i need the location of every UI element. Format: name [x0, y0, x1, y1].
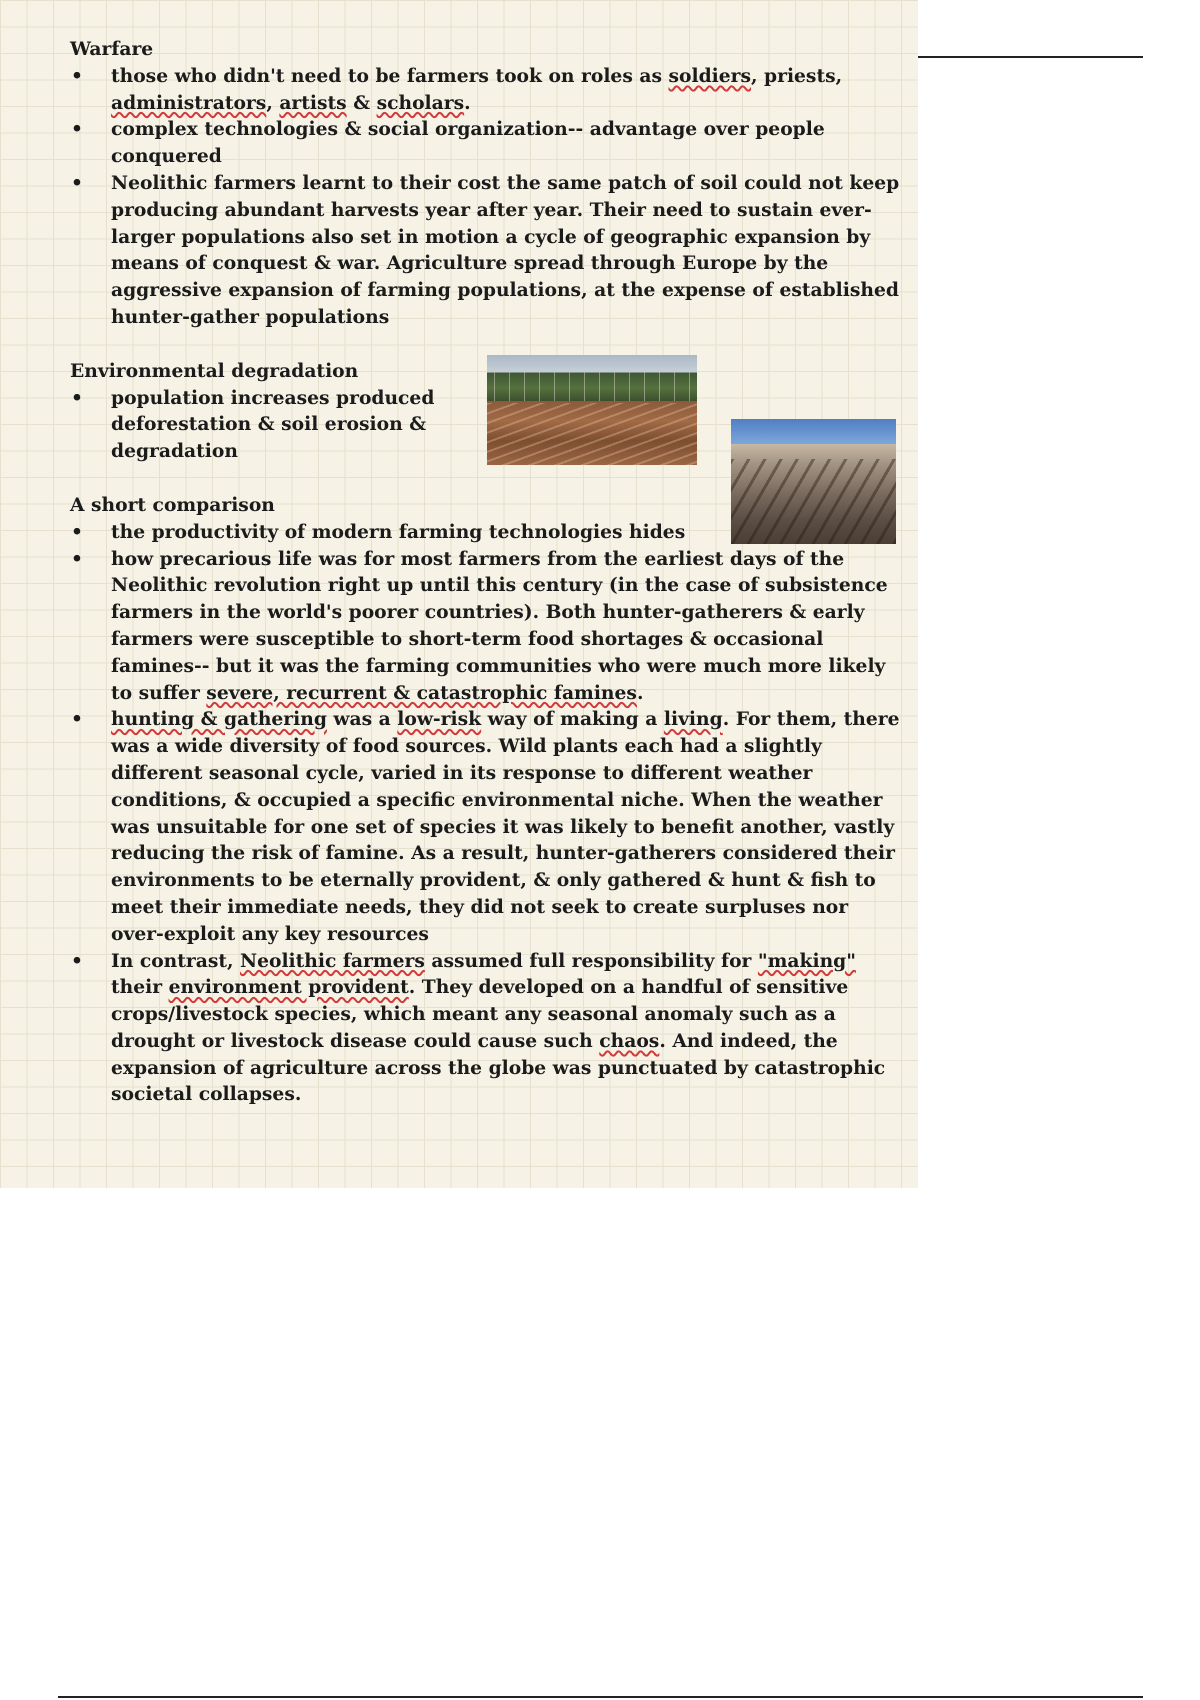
squiggle-administrators: administrators — [111, 91, 267, 114]
warfare-section — [70, 36, 900, 331]
text-span: , — [266, 91, 280, 114]
warfare-bullet-roles — [70, 63, 900, 117]
environment-list — [70, 385, 900, 465]
text-span: was a — [326, 708, 398, 731]
text-span: . They developed on a handful of sensitive crops/livestock species, which meant any seasonal anomaly such as a drought or livestock disease could cause such — [111, 976, 849, 1052]
text-span: . — [636, 681, 644, 704]
squiggle-environment-provident: environment provident — [168, 976, 409, 999]
squiggle-scholars: scholars — [376, 91, 465, 114]
text-span: how precarious life was for most farmers from the earliest days of the Neolithic revolution right up until this century (in the case of subsistence farmers in the world's poorer countries). Both hunter-gatherers & early farmers were susceptible to short-term food shortages & occasional famines-- but it was the farming communities who were much more likely to suffer — [111, 547, 888, 704]
text-span: . — [464, 91, 471, 114]
squiggle-hunting-gathering: hunting & gathering — [111, 708, 327, 731]
bottom-divider-line — [58, 1696, 1143, 1698]
comparison-bullet-productivity: • the productivity of modern farming technologies hides — [70, 519, 900, 546]
text-span: their — [111, 976, 169, 999]
top-divider-line — [918, 56, 1143, 58]
warfare-bullet-expansion: • Neolithic farmers learnt to their cost the same patch of soil could not keep producing abundant harvests year after year. Their need to sustain ever-larger populations also set in motion a cycle of geographic expansion by means of conquest & war. Agriculture spread through Europe by the aggressive expansion of farming populations, at the expense of established hunter-gather populations — [70, 170, 900, 331]
text-span: , priests, — [751, 64, 843, 87]
notes-content — [70, 36, 900, 1135]
environment-bullet: • population increases produced deforestation & soil erosion & degradation — [70, 385, 501, 465]
squiggle-neolithic-farmers: Neolithic farmers — [240, 949, 425, 972]
warfare-bullet-technologies: • complex technologies & social organization-- advantage over people conquered — [70, 116, 900, 170]
text-span: . For them, there was a wide diversity of food sources. Wild plants each had a slightly different seasonal cycle, varied in its response to different weather conditions, & occupied a specific environmental niche. When the weather was unsuitable for one set of species it was likely to benefit another, vastly reducing the risk of famine. As a result, hunter-gatherers considered their environments to be eternally provident, & only gathered & hunt & fish to meet their immediate needs, they did not seek to create surpluses nor over-exploit any key resources — [111, 708, 900, 945]
squiggle-soldiers: soldiers — [668, 64, 752, 87]
squiggle-famines: severe, recurrent & catastrophic famines — [206, 681, 637, 704]
environment-heading: Environmental degradation — [70, 359, 359, 382]
comparison-bullet-precarious — [70, 546, 900, 707]
text-span: way of making a — [481, 708, 664, 731]
warfare-heading: Warfare — [70, 38, 154, 60]
squiggle-artists: artists — [279, 91, 347, 114]
text-span: those who didn't need to be farmers took on roles as — [111, 64, 669, 87]
comparison-section — [70, 492, 900, 1108]
text-span: . And indeed, the expansion of agriculture across the globe was punctuated by catastrophic societal collapses. — [111, 1029, 886, 1106]
text-span: & — [346, 91, 377, 114]
text-span: In contrast, — [111, 949, 241, 972]
comparison-list — [70, 519, 900, 1109]
comparison-bullet-hunting — [70, 706, 900, 947]
warfare-list — [70, 63, 900, 331]
squiggle-living: living — [663, 708, 723, 731]
squiggle-chaos: chaos — [599, 1029, 660, 1052]
squiggle-low-risk: low-risk — [397, 708, 482, 731]
squiggle-making: "making" — [757, 949, 856, 972]
comparison-heading: A short comparison — [70, 493, 275, 516]
environment-section — [70, 358, 900, 465]
comparison-bullet-contrast — [70, 948, 900, 1109]
text-span: assumed full responsibility for — [424, 949, 758, 972]
